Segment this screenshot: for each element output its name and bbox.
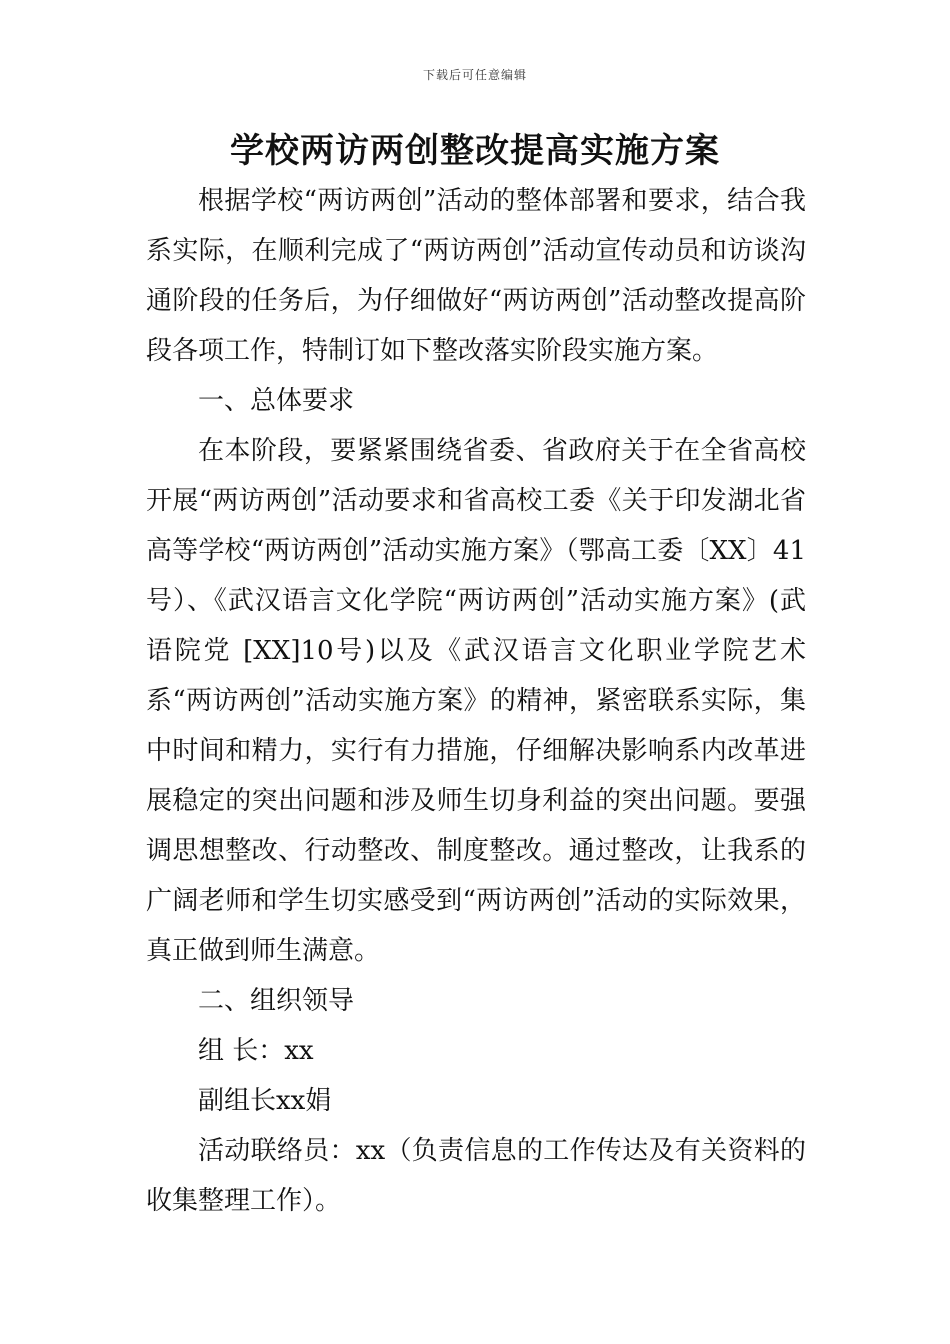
document-body [146,176,806,1226]
header-note: 下载后可任意编辑 [422,68,527,82]
section-heading-organization: 二、组织领导 [198,986,355,1016]
paragraph-requirements: 在本阶段，要紧紧围绕省委、省政府关于在全省高校开展“两访两创”活动要求和省高校工委《关于印发湖北省高等学校“两访两创”活动实施方案》（鄂高工委〔XX〕41号）、《武汉语言文化学院“两访两创”活动实施方案》(武语院党 [XX]10号)以及《武汉语言文化职业学院艺术系“两访两创”活动实施方案》的精神，紧密联系实际，集中时间和精力，实行有力措施，仔细解决影响系内改革进展稳定的突出问题和涉及师生切身利益的突出问题。要强调思想整改、行动整改、制度整改。通过整改，让我系的广阔老师和学生切实感受到“两访两创”活动的实际效果，真正做到师生满意。 [146,436,806,966]
paragraph-intro: 根据学校“两访两创”活动的整体部署和要求，结合我系实际，在顺利完成了“两访两创”活动宣传动员和访谈沟通阶段的任务后，为仔细做好“两访两创”活动整改提高阶段各项工作，特制订如下整改落实阶段实施方案。 [146,186,806,366]
section-heading-overall-requirements: 一、总体要求 [198,386,355,416]
document-title: 学校两访两创整改提高实施方案 [230,131,720,171]
leader-line: 组 长：xx [198,1036,314,1066]
deputy-leader-line: 副组长xx娟 [198,1086,332,1116]
liaison-line: 活动联络员：xx（负责信息的工作传达及有关资料的收集整理工作）。 [146,1136,806,1216]
